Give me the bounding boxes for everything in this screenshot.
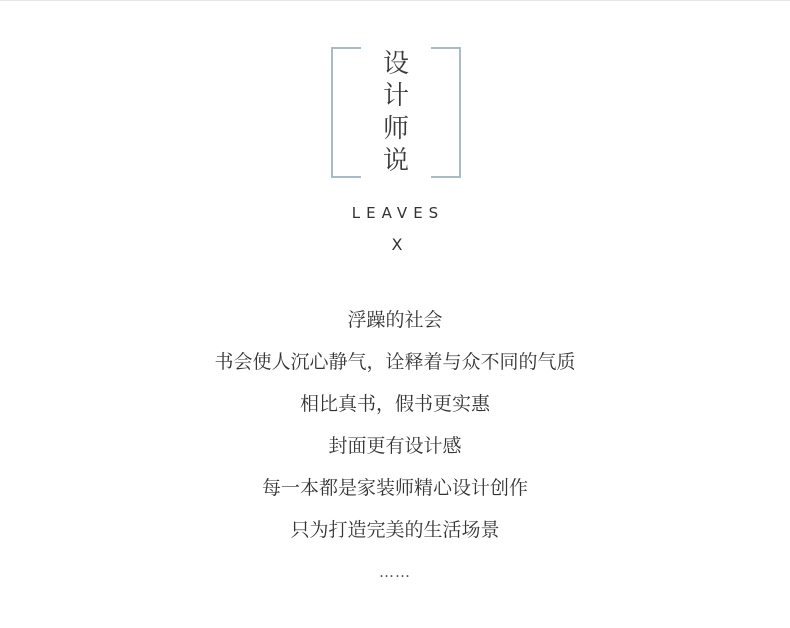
brand-mark: X [391, 235, 403, 254]
title-char: 说 [382, 145, 409, 176]
description-line: 每一本都是家装师精心设计创作 [261, 477, 528, 499]
left-bracket [331, 47, 361, 178]
title-frame [331, 47, 461, 178]
description-line: 浮躁的社会 [347, 309, 443, 331]
title-char: 师 [382, 113, 409, 144]
description-line: 相比真书，假书更实惠 [299, 393, 490, 415]
title-char: 设 [382, 49, 409, 79]
title-char: 计 [382, 81, 409, 112]
description-line: 只为打造完美的生活场景 [290, 519, 500, 541]
ellipsis: …… [379, 563, 411, 581]
right-bracket [431, 47, 461, 178]
description-line: 书会使人沉心静气，诠释着与众不同的气质 [214, 351, 576, 373]
vertical-title [373, 47, 419, 178]
brand-name: LEAVES [351, 204, 445, 222]
description-line: 封面更有设计感 [328, 435, 462, 457]
description-lines [0, 306, 790, 558]
top-divider [0, 0, 790, 1]
